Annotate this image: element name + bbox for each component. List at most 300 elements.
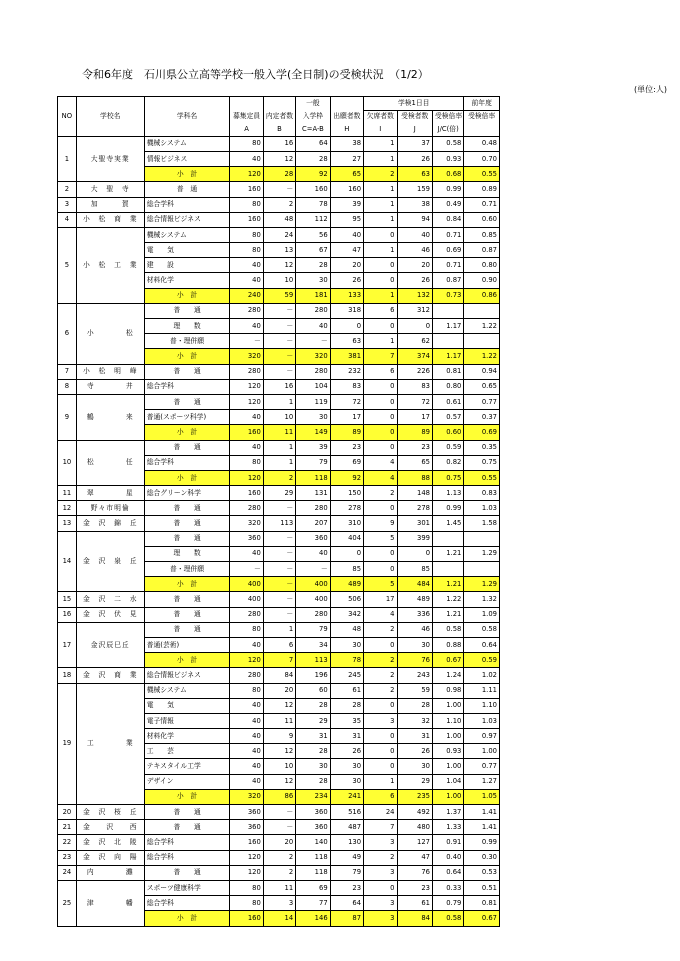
- quota-cell: 80: [230, 683, 263, 698]
- quota-cell: 400: [230, 592, 263, 607]
- absent-cell: 1: [364, 212, 397, 227]
- header-day1: 学検1日目: [364, 97, 464, 111]
- dept-cell: デザイン: [144, 774, 230, 789]
- prev-ratio-cell: 0.55: [464, 470, 500, 485]
- school-cell: 寺 井: [76, 379, 144, 394]
- examinees-cell: 85: [397, 562, 433, 577]
- quota-cell: 120: [230, 865, 263, 880]
- table-row: [58, 212, 500, 227]
- dept-cell: 普 通: [144, 394, 230, 409]
- shutsugan-cell: 160: [330, 182, 363, 197]
- quota-cell: 40: [230, 319, 263, 334]
- no-cell: 2: [58, 182, 77, 197]
- naitei-cell: －: [263, 805, 295, 820]
- no-cell: 7: [58, 364, 77, 379]
- quota-cell: 40: [230, 410, 263, 425]
- nyugaku-cell: 28: [296, 151, 330, 166]
- results-table: [57, 96, 500, 927]
- absent-cell: 2: [364, 167, 397, 182]
- no-cell: 12: [58, 501, 77, 516]
- absent-cell: 1: [364, 334, 397, 349]
- quota-cell: 40: [230, 774, 263, 789]
- nyugaku-cell: 360: [296, 531, 330, 546]
- dept-cell: 総合情報ビジネス: [144, 212, 230, 227]
- school-cell: 大聖寺実業: [76, 136, 144, 182]
- naitei-cell: －: [263, 546, 295, 561]
- quota-cell: 40: [230, 151, 263, 166]
- absent-cell: 0: [364, 379, 397, 394]
- naitei-cell: 28: [263, 167, 295, 182]
- quota-cell: 160: [230, 486, 263, 501]
- school-cell: 小 松: [76, 303, 144, 364]
- ratio-cell: 0.71: [433, 258, 464, 273]
- table-row: [58, 364, 500, 379]
- absent-cell: 4: [364, 470, 397, 485]
- absent-cell: 4: [364, 455, 397, 470]
- absent-cell: 5: [364, 577, 397, 592]
- dept-cell: 普 通: [144, 531, 230, 546]
- ratio-cell: 0.58: [433, 622, 464, 637]
- prev-ratio-cell: 0.37: [464, 410, 500, 425]
- absent-cell: 0: [364, 258, 397, 273]
- quota-cell: 160: [230, 212, 263, 227]
- examinees-cell: 23: [397, 880, 433, 895]
- prev-ratio-cell: 0.51: [464, 880, 500, 895]
- quota-cell: 360: [230, 531, 263, 546]
- examinees-cell: 84: [397, 911, 433, 926]
- nyugaku-cell: 360: [296, 805, 330, 820]
- examinees-cell: 30: [397, 759, 433, 774]
- prev-ratio-cell: 1.29: [464, 546, 500, 561]
- table-row: [58, 182, 500, 197]
- quota-cell: 160: [230, 835, 263, 850]
- nyugaku-cell: 69: [296, 880, 330, 895]
- shutsugan-cell: 39: [330, 197, 363, 212]
- header-school: 学校名: [76, 110, 144, 123]
- absent-cell: 2: [364, 683, 397, 698]
- nyugaku-cell: 31: [296, 729, 330, 744]
- nyugaku-cell: 118: [296, 865, 330, 880]
- ratio-cell: 0.68: [433, 167, 464, 182]
- no-cell: 25: [58, 880, 77, 926]
- ratio-cell: 0.81: [433, 364, 464, 379]
- shutsugan-cell: 381: [330, 349, 363, 364]
- shutsugan-cell: 26: [330, 744, 363, 759]
- dept-cell: 普 通: [144, 440, 230, 455]
- shutsugan-cell: 404: [330, 531, 363, 546]
- dept-cell: 小 計: [144, 911, 230, 926]
- shutsugan-cell: 48: [330, 622, 363, 637]
- dept-cell: 総合学科: [144, 197, 230, 212]
- naitei-cell: 6: [263, 637, 295, 652]
- nyugaku-cell: －: [296, 334, 330, 349]
- quota-cell: 120: [230, 379, 263, 394]
- absent-cell: 0: [364, 546, 397, 561]
- prev-ratio-cell: 0.65: [464, 379, 500, 394]
- prev-ratio-cell: 1.22: [464, 319, 500, 334]
- shutsugan-cell: 310: [330, 516, 363, 531]
- naitei-cell: 2: [263, 197, 295, 212]
- header-shutsugan: 出願者数: [330, 110, 363, 123]
- nyugaku-cell: 119: [296, 394, 330, 409]
- quota-cell: 280: [230, 303, 263, 318]
- examinees-cell: 127: [397, 835, 433, 850]
- no-cell: 10: [58, 440, 77, 486]
- quota-cell: 40: [230, 729, 263, 744]
- no-cell: 16: [58, 607, 77, 622]
- quota-cell: 320: [230, 349, 263, 364]
- ratio-cell: [433, 303, 464, 318]
- quota-cell: 160: [230, 425, 263, 440]
- examinees-cell: 399: [397, 531, 433, 546]
- shutsugan-cell: 150: [330, 486, 363, 501]
- examinees-cell: 312: [397, 303, 433, 318]
- no-cell: 23: [58, 850, 77, 865]
- school-cell: 金 沢 伏 見: [76, 607, 144, 622]
- shutsugan-cell: 69: [330, 455, 363, 470]
- absent-cell: 0: [364, 562, 397, 577]
- dept-cell: 電 気: [144, 243, 230, 258]
- ratio-cell: 0.99: [433, 501, 464, 516]
- examinees-cell: 0: [397, 319, 433, 334]
- school-cell: 津 幡: [76, 880, 144, 926]
- ratio-cell: 1.10: [433, 713, 464, 728]
- prev-ratio-cell: 0.48: [464, 136, 500, 151]
- header-prev-ratio: 受検倍率: [464, 110, 500, 123]
- absent-cell: 4: [364, 607, 397, 622]
- naitei-cell: 20: [263, 835, 295, 850]
- prev-ratio-cell: 0.30: [464, 850, 500, 865]
- dept-cell: 機械システム: [144, 683, 230, 698]
- shutsugan-cell: 245: [330, 668, 363, 683]
- naitei-cell: 11: [263, 880, 295, 895]
- table-row: [58, 379, 500, 394]
- no-cell: 22: [58, 835, 77, 850]
- examinees-cell: 72: [397, 394, 433, 409]
- no-cell: 20: [58, 805, 77, 820]
- examinees-cell: 26: [397, 151, 433, 166]
- quota-cell: 360: [230, 820, 263, 835]
- naitei-cell: 12: [263, 151, 295, 166]
- ratio-cell: 0.61: [433, 394, 464, 409]
- naitei-cell: －: [263, 364, 295, 379]
- naitei-cell: 84: [263, 668, 295, 683]
- ratio-cell: 0.80: [433, 379, 464, 394]
- prev-ratio-cell: 0.77: [464, 759, 500, 774]
- absent-cell: 5: [364, 531, 397, 546]
- examinees-cell: 59: [397, 683, 433, 698]
- shutsugan-cell: 26: [330, 273, 363, 288]
- prev-ratio-cell: 0.55: [464, 167, 500, 182]
- prev-ratio-cell: 1.11: [464, 683, 500, 698]
- ratio-cell: 1.22: [433, 592, 464, 607]
- examinees-cell: 26: [397, 744, 433, 759]
- naitei-cell: 113: [263, 516, 295, 531]
- nyugaku-cell: 207: [296, 516, 330, 531]
- prev-ratio-cell: 0.89: [464, 182, 500, 197]
- dept-cell: 普 通: [144, 622, 230, 637]
- nyugaku-cell: 400: [296, 592, 330, 607]
- absent-cell: 0: [364, 501, 397, 516]
- quota-cell: 80: [230, 227, 263, 242]
- quota-cell: 280: [230, 668, 263, 683]
- absent-cell: 1: [364, 136, 397, 151]
- naitei-cell: 3: [263, 896, 295, 911]
- table-row: [58, 592, 500, 607]
- shutsugan-cell: 87: [330, 911, 363, 926]
- ratio-cell: 0.67: [433, 653, 464, 668]
- absent-cell: 0: [364, 394, 397, 409]
- naitei-cell: －: [263, 303, 295, 318]
- page-title: 令和6年度 石川県公立高等学校一般入学(全日制)の受検状況 （1/2）: [82, 68, 429, 81]
- shutsugan-cell: 516: [330, 805, 363, 820]
- absent-cell: 2: [364, 622, 397, 637]
- examinees-cell: 132: [397, 288, 433, 303]
- ratio-cell: 1.21: [433, 577, 464, 592]
- naitei-cell: 2: [263, 865, 295, 880]
- absent-cell: 0: [364, 744, 397, 759]
- header-shutsugan-sym: H: [330, 123, 363, 136]
- ratio-cell: 1.00: [433, 759, 464, 774]
- ratio-cell: 0.79: [433, 896, 464, 911]
- nyugaku-cell: 146: [296, 911, 330, 926]
- school-cell: 加 賀: [76, 197, 144, 212]
- table-row: [58, 516, 500, 531]
- school-cell: 内 灘: [76, 865, 144, 880]
- nyugaku-cell: 30: [296, 759, 330, 774]
- ratio-cell: [433, 531, 464, 546]
- absent-cell: 0: [364, 880, 397, 895]
- ratio-cell: 0.58: [433, 136, 464, 151]
- no-cell: 15: [58, 592, 77, 607]
- no-cell: 24: [58, 865, 77, 880]
- nyugaku-cell: 40: [296, 319, 330, 334]
- examinees-cell: 480: [397, 820, 433, 835]
- examinees-cell: 226: [397, 364, 433, 379]
- prev-ratio-cell: 0.99: [464, 835, 500, 850]
- nyugaku-cell: 160: [296, 182, 330, 197]
- prev-ratio-cell: 0.97: [464, 729, 500, 744]
- absent-cell: 1: [364, 774, 397, 789]
- dept-cell: 普・理併願: [144, 562, 230, 577]
- absent-cell: 6: [364, 364, 397, 379]
- nyugaku-cell: 196: [296, 668, 330, 683]
- ratio-cell: 1.21: [433, 607, 464, 622]
- shutsugan-cell: 61: [330, 683, 363, 698]
- prev-ratio-cell: 0.90: [464, 273, 500, 288]
- quota-cell: 80: [230, 896, 263, 911]
- dept-cell: 普 通: [144, 516, 230, 531]
- nyugaku-cell: 149: [296, 425, 330, 440]
- nyugaku-cell: 67: [296, 243, 330, 258]
- ratio-cell: 1.17: [433, 319, 464, 334]
- prev-ratio-cell: 0.86: [464, 288, 500, 303]
- header-examinees-sym: J: [397, 123, 433, 136]
- quota-cell: 160: [230, 182, 263, 197]
- school-cell: 金 沢 北 陵: [76, 835, 144, 850]
- shutsugan-cell: 64: [330, 896, 363, 911]
- dept-cell: 普 通: [144, 364, 230, 379]
- examinees-cell: 278: [397, 501, 433, 516]
- shutsugan-cell: 318: [330, 303, 363, 318]
- table-row: [58, 835, 500, 850]
- shutsugan-cell: 28: [330, 698, 363, 713]
- no-cell: 11: [58, 486, 77, 501]
- nyugaku-cell: 79: [296, 622, 330, 637]
- table-row: [58, 820, 500, 835]
- nyugaku-cell: 118: [296, 470, 330, 485]
- absent-cell: 6: [364, 789, 397, 804]
- examinees-cell: 159: [397, 182, 433, 197]
- table-row: [58, 683, 500, 698]
- no-cell: 17: [58, 622, 77, 668]
- nyugaku-cell: 131: [296, 486, 330, 501]
- prev-ratio-cell: 1.10: [464, 698, 500, 713]
- prev-ratio-cell: [464, 531, 500, 546]
- school-cell: 大 聖 寺: [76, 182, 144, 197]
- quota-cell: 80: [230, 243, 263, 258]
- prev-ratio-cell: 0.35: [464, 440, 500, 455]
- ratio-cell: 0.91: [433, 835, 464, 850]
- quota-cell: 80: [230, 622, 263, 637]
- ratio-cell: 0.40: [433, 850, 464, 865]
- examinees-cell: 148: [397, 486, 433, 501]
- naitei-cell: 16: [263, 379, 295, 394]
- absent-cell: 2: [364, 850, 397, 865]
- table-row: [58, 227, 500, 242]
- naitei-cell: 24: [263, 227, 295, 242]
- nyugaku-cell: 280: [296, 364, 330, 379]
- naitei-cell: －: [263, 319, 295, 334]
- table-row: [58, 880, 500, 895]
- shutsugan-cell: 489: [330, 577, 363, 592]
- table-row: [58, 197, 500, 212]
- examinees-cell: 336: [397, 607, 433, 622]
- quota-cell: 80: [230, 455, 263, 470]
- prev-ratio-cell: 0.67: [464, 911, 500, 926]
- naitei-cell: －: [263, 349, 295, 364]
- table-row: [58, 607, 500, 622]
- naitei-cell: －: [263, 607, 295, 622]
- dept-cell: 建 設: [144, 258, 230, 273]
- dept-cell: テキスタイル工学: [144, 759, 230, 774]
- nyugaku-cell: 40: [296, 546, 330, 561]
- examinees-cell: 89: [397, 425, 433, 440]
- examinees-cell: 235: [397, 789, 433, 804]
- ratio-cell: 1.37: [433, 805, 464, 820]
- prev-ratio-cell: 0.87: [464, 243, 500, 258]
- shutsugan-cell: 20: [330, 258, 363, 273]
- table-row: [58, 136, 500, 151]
- prev-ratio-cell: 0.81: [464, 896, 500, 911]
- dept-cell: 小 計: [144, 653, 230, 668]
- nyugaku-cell: 234: [296, 789, 330, 804]
- table-row: [58, 668, 500, 683]
- dept-cell: 普 通: [144, 182, 230, 197]
- shutsugan-cell: 35: [330, 713, 363, 728]
- quota-cell: 280: [230, 501, 263, 516]
- table-row: [58, 850, 500, 865]
- examinees-cell: 76: [397, 653, 433, 668]
- absent-cell: 0: [364, 637, 397, 652]
- naitei-cell: 16: [263, 136, 295, 151]
- nyugaku-cell: 34: [296, 637, 330, 652]
- naitei-cell: －: [263, 562, 295, 577]
- dept-cell: 総合学科: [144, 850, 230, 865]
- table-row: [58, 501, 500, 516]
- nyugaku-cell: 28: [296, 774, 330, 789]
- dept-cell: 普 通: [144, 303, 230, 318]
- prev-ratio-cell: 1.58: [464, 516, 500, 531]
- prev-ratio-cell: 1.22: [464, 349, 500, 364]
- absent-cell: 2: [364, 486, 397, 501]
- table-row: [58, 394, 500, 409]
- header-quota: 募集定員: [230, 110, 263, 123]
- dept-cell: 普 通: [144, 865, 230, 880]
- ratio-cell: 0.82: [433, 455, 464, 470]
- prev-ratio-cell: 1.41: [464, 805, 500, 820]
- shutsugan-cell: 0: [330, 546, 363, 561]
- naitei-cell: 29: [263, 486, 295, 501]
- no-cell: 19: [58, 683, 77, 805]
- absent-cell: 7: [364, 349, 397, 364]
- absent-cell: 3: [364, 713, 397, 728]
- examinees-cell: 30: [397, 637, 433, 652]
- absent-cell: 1: [364, 243, 397, 258]
- ratio-cell: 1.00: [433, 698, 464, 713]
- shutsugan-cell: 30: [330, 637, 363, 652]
- prev-ratio-cell: 0.83: [464, 486, 500, 501]
- header-quota-sym: A: [230, 123, 263, 136]
- nyugaku-cell: 280: [296, 501, 330, 516]
- quota-cell: 320: [230, 516, 263, 531]
- ratio-cell: 0.49: [433, 197, 464, 212]
- examinees-cell: 94: [397, 212, 433, 227]
- nyugaku-cell: 77: [296, 896, 330, 911]
- school-cell: 小 松 工 業: [76, 227, 144, 303]
- header-naitei: 内定者数: [263, 110, 295, 123]
- nyugaku-cell: 113: [296, 653, 330, 668]
- no-cell: 1: [58, 136, 77, 182]
- school-cell: 野々市明倫: [76, 501, 144, 516]
- header-ratio: 受検倍率: [433, 110, 464, 123]
- nyugaku-cell: 79: [296, 455, 330, 470]
- shutsugan-cell: 95: [330, 212, 363, 227]
- examinees-cell: 28: [397, 698, 433, 713]
- nyugaku-cell: 28: [296, 698, 330, 713]
- prev-ratio-cell: [464, 334, 500, 349]
- examinees-cell: 83: [397, 379, 433, 394]
- examinees-cell: 243: [397, 668, 433, 683]
- absent-cell: 3: [364, 865, 397, 880]
- examinees-cell: 492: [397, 805, 433, 820]
- prev-ratio-cell: 0.60: [464, 212, 500, 227]
- no-cell: 6: [58, 303, 77, 364]
- shutsugan-cell: 47: [330, 243, 363, 258]
- school-cell: 金 沢 泉 丘: [76, 531, 144, 592]
- shutsugan-cell: 342: [330, 607, 363, 622]
- ratio-cell: 1.17: [433, 349, 464, 364]
- prev-ratio-cell: 1.05: [464, 789, 500, 804]
- prev-ratio-cell: 1.27: [464, 774, 500, 789]
- shutsugan-cell: 27: [330, 151, 363, 166]
- shutsugan-cell: 49: [330, 850, 363, 865]
- ratio-cell: 1.45: [433, 516, 464, 531]
- ratio-cell: 1.13: [433, 486, 464, 501]
- dept-cell: 普・理併願: [144, 334, 230, 349]
- quota-cell: 40: [230, 440, 263, 455]
- naitei-cell: －: [263, 820, 295, 835]
